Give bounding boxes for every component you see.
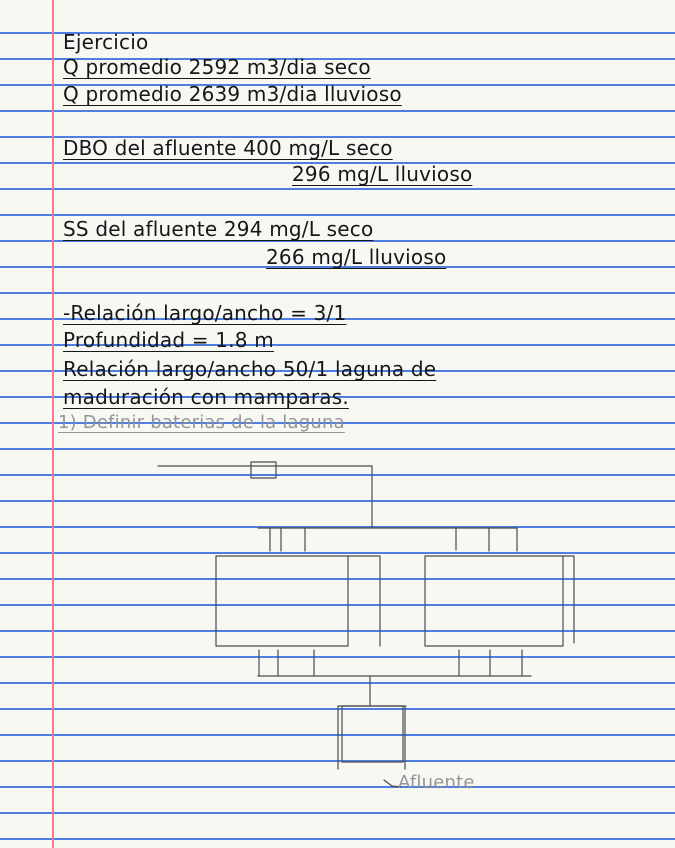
connection-line-right-2 [563, 556, 574, 643]
relation-line-2-continuation: maduración con mamparas. [63, 385, 349, 409]
definition-step: 1) Definir baterias de la laguna [58, 412, 345, 433]
dbo-line-2: 296 mg/L lluvioso [292, 162, 473, 186]
relation-line-2: Relación largo/ancho 50/1 laguna de [63, 357, 437, 381]
title: Ejercicio [63, 30, 149, 54]
maturation-lagoon [342, 706, 403, 762]
relation-line-1: -Relación largo/ancho = 3/1 [63, 301, 347, 325]
ss-line-2: 266 mg/L lluvioso [266, 245, 447, 269]
left-lagoon-battery [216, 556, 348, 646]
right-lagoon-battery [425, 556, 563, 646]
effluent-label: Afluente [398, 772, 475, 793]
ss-line-1: SS del afluente 294 mg/L seco [63, 217, 374, 241]
dry-flow-line: Q promedio 2592 m3/dia seco [63, 55, 371, 79]
red-margin-line [52, 0, 54, 848]
connection-line-right [348, 556, 380, 646]
dbo-line-1: DBO del afluente 400 mg/L seco [63, 136, 393, 160]
rainy-flow-line: Q promedio 2639 m3/dia lluvioso [63, 82, 402, 106]
depth-line: Profundidad = 1.8 m [63, 328, 274, 352]
top-inlet-block [251, 462, 276, 478]
